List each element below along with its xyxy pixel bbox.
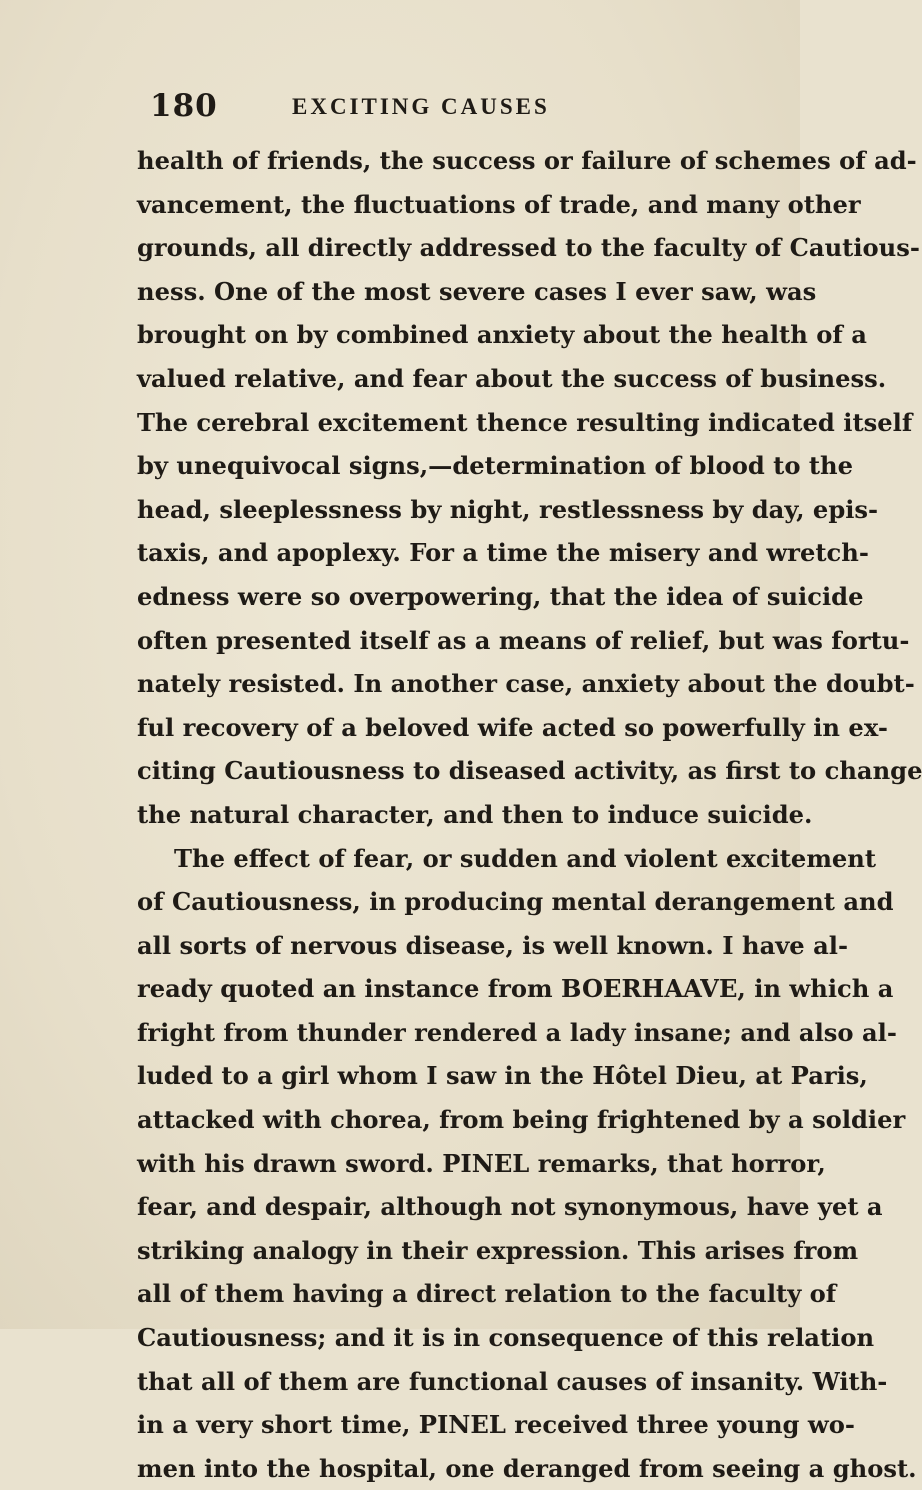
text-line: health of friends, the success or failure of schemes of ad- xyxy=(137,146,917,175)
text-line: men into the hospital, one deranged from seeing a ghost. xyxy=(137,1453,917,1483)
text-line: fright from thunder rendered a lady insane; and also al- xyxy=(137,1017,897,1047)
text-line: striking analogy in their expression. This arises from xyxy=(137,1235,859,1265)
text-line: taxis, and apoplexy. For a time the misery and wretch- xyxy=(137,538,869,568)
text-line: vancement, the fluctuations of trade, and many other xyxy=(137,189,861,219)
text-line: ful recovery of a beloved wife acted so powerfully in ex- xyxy=(137,712,888,742)
paragraph-start-line: The effect of fear, or sudden and violent excitement xyxy=(174,843,877,873)
text-line: nately resisted. In another case, anxiety about the doubt- xyxy=(137,669,915,699)
text-line: of Cautiousness, in producing mental derangement and xyxy=(137,887,894,917)
page-header xyxy=(150,88,770,128)
text-line: the natural character, and then to induce suicide. xyxy=(137,799,813,829)
text-line: valued relative, and fear about the success of business. xyxy=(137,363,887,393)
text-line: grounds, all directly addressed to the faculty of Cautious- xyxy=(137,233,920,263)
page-number: 180 xyxy=(150,88,218,124)
text-line: in a very short time, PINEL received three young wo- xyxy=(137,1410,855,1440)
text-line: head, sleeplessness by night, restlessness by day, epis- xyxy=(137,494,879,524)
text-line: all of them having a direct relation to the faculty of xyxy=(137,1279,837,1309)
text-line: luded to a girl whom I saw in the Hôtel Dieu, at Paris, xyxy=(137,1061,868,1091)
text-line: brought on by combined anxiety about the health of a xyxy=(137,320,867,350)
running-head: EXCITING CAUSES xyxy=(292,94,550,119)
text-line: citing Cautiousness to diseased activity, as first to change xyxy=(137,756,922,786)
text-line: all sorts of nervous disease, is well known. I have al- xyxy=(137,930,849,960)
text-line: attacked with chorea, from being frightened by a soldier xyxy=(137,1105,906,1135)
text-line: The cerebral excitement thence resulting indicated itself xyxy=(137,407,913,437)
text-line: Cautiousness; and it is in consequence of this relation xyxy=(137,1323,875,1353)
text-line: fear, and despair, although not synonymous, have yet a xyxy=(137,1192,883,1222)
text-line: with his drawn sword. PINEL remarks, that horror, xyxy=(137,1148,826,1178)
text-line: that all of them are functional causes of insanity. With- xyxy=(137,1366,888,1396)
text-line: often presented itself as a means of relief, but was fortu- xyxy=(137,625,910,655)
text-line: edness were so overpowering, that the idea of suicide xyxy=(137,581,864,611)
text-line: by unequivocal signs,—determination of blood to the xyxy=(137,451,854,481)
text-line: ready quoted an instance from BOERHAAVE, in which a xyxy=(137,974,894,1004)
text-line: ness. One of the most severe cases I ever saw, was xyxy=(137,276,817,306)
body-text xyxy=(137,139,922,1490)
